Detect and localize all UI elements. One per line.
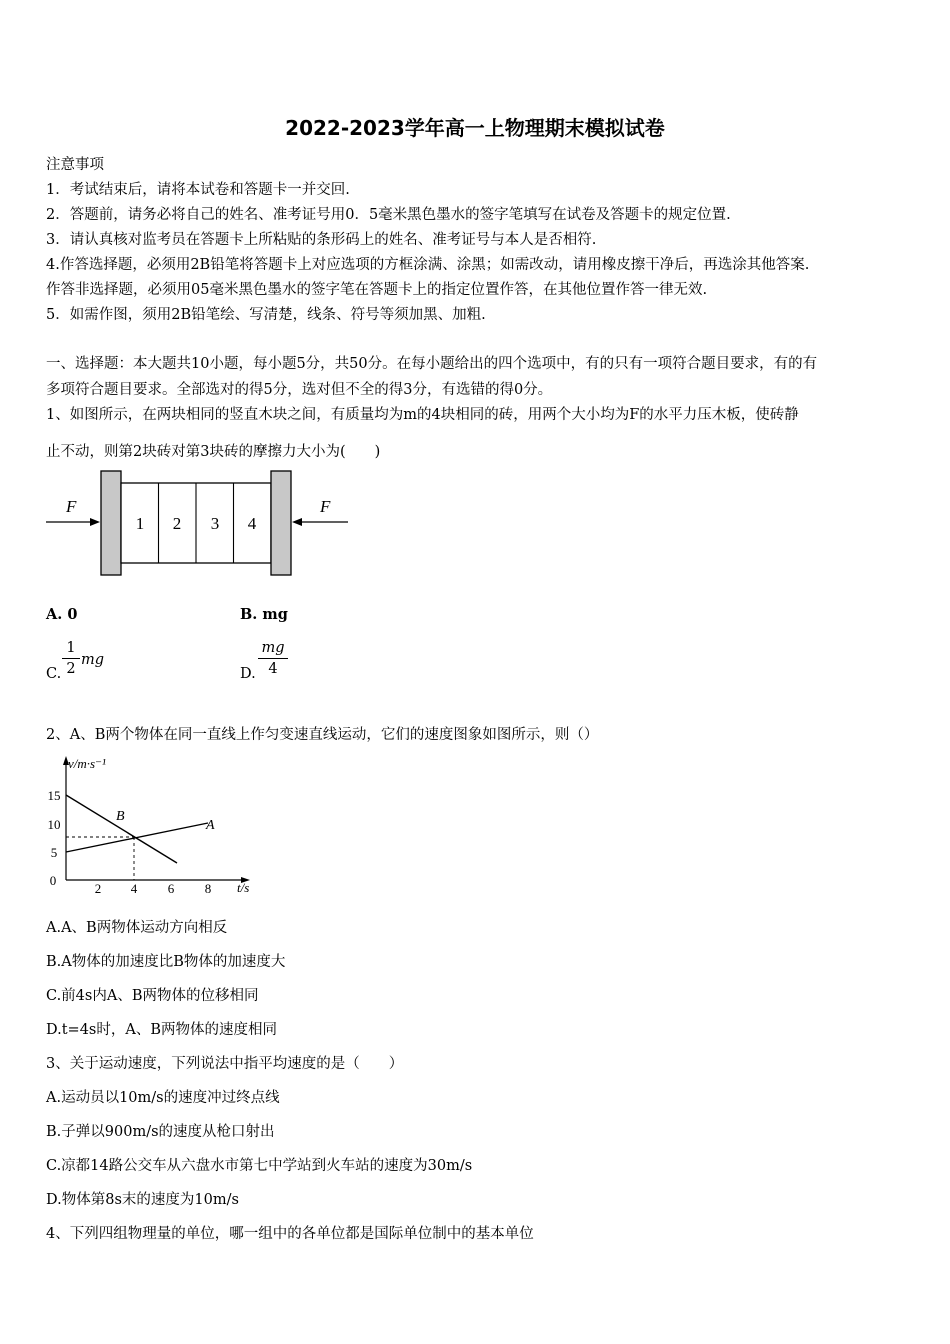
notes-item: 作答非选择题，必须用05毫米黑色墨水的签字笔在答题卡上的指定位置作答，在其他位置作答一律无效. [46,282,708,298]
q3-option-a: A.运动员以10m/s的速度冲过终点线 [46,1090,280,1106]
label-a: A [206,818,215,833]
notes-heading: 注意事项 [46,157,104,173]
q2-stem: 2、A、B两个物体在同一直线上作匀变速直线运动，它们的速度图象如图所示，则（） [46,727,599,743]
x-tick-4: 4 [130,881,138,896]
q1-option-c-prefix: C. [46,666,62,682]
brick-2-label: 2 [172,514,182,533]
page-title: 2022-2023学年高一上物理期末模拟试卷 [285,116,665,140]
y-axis-label: v/m·s⁻¹ [68,756,106,771]
x-axis-label: t/s [237,880,250,895]
notes-item: 2．答题前，请务必将自己的姓名、准考证号用0．5毫米黑色墨水的签字笔填写在试卷及答题卡的规定位置. [46,207,731,223]
q1-option-b: B. mg [240,606,288,623]
q2-velocity-graph [44,752,264,897]
origin-label: 0 [49,873,57,888]
line-a [66,823,208,852]
q1-bricks-figure [44,468,354,580]
right-board [271,471,291,575]
q3-option-d: D.物体第8s末的速度为10m/s [46,1192,239,1208]
q3-option-b: B.子弹以900m/s的速度从枪口射出 [46,1124,275,1140]
notes-item: 1．考试结束后，请将本试卷和答题卡一并交回. [46,182,350,198]
force-arrowhead-left [90,518,100,526]
notes-item: 5．如需作图，须用2B铅笔绘、写清楚，线条、符号等须加黑、加粗. [46,307,486,323]
left-board [101,471,121,575]
force-label-left: F [66,497,77,516]
q1-option-d-numerator: mg [261,640,285,656]
force-label-right: F [320,497,331,516]
notes-item: 4.作答选择题，必须用2B铅笔将答题卡上对应选项的方框涂满、涂黑；如需改动，请用橡皮擦干净后，再选涂其他答案. [46,257,810,273]
section-instructions: 一、选择题：本大题共10小题，每小题5分，共50分。在每小题给出的四个选项中，有的只有一项符合题目要求，有的有 [46,356,818,372]
q1-option-d-fraction [258,640,288,677]
q2-option-b: B.A物体的加速度比B物体的加速度大 [46,954,286,970]
x-tick-6: 6 [167,881,175,896]
y-tick-10: 10 [47,817,61,832]
q1-option-c-numerator: 1 [66,640,76,656]
x-tick-2: 2 [94,881,102,896]
label-b: B [116,809,125,824]
notes-item: 3．请认真核对监考员在答题卡上所粘贴的条形码上的姓名、准考证号与本人是否相符. [46,232,597,248]
q1-option-c-denominator: 2 [66,661,76,677]
line-b [66,795,177,863]
q1-option-c-fraction [62,640,80,677]
q2-option-c: C.前4s内A、B两物体的位移相同 [46,988,259,1004]
x-tick-8: 8 [204,881,212,896]
q1-option-d-denominator: 4 [268,661,278,677]
brick-1-label: 1 [135,514,145,533]
q1-option-a: A. 0 [46,606,78,623]
q4-stem: 4、下列四组物理量的单位，哪一组中的各单位都是国际单位制中的基本单位 [46,1226,534,1242]
q2-option-a: A.A、B两物体运动方向相反 [46,920,228,936]
y-tick-15: 15 [47,788,61,803]
q1-stem: 1、如图所示，在两块相同的竖直木块之间，有质量均为m的4块相同的砖，用两个大小均为F的水平力压木板，使砖静 [46,407,799,423]
q1-option-d-prefix: D. [240,666,256,682]
brick-3-label: 3 [210,514,220,533]
q2-option-d: D.t=4s时，A、B两物体的速度相同 [46,1022,277,1038]
q1-option-c-mg: mg [81,652,105,668]
section-instructions-cont: 多项符合题目要求。全部选对的得5分，选对但不全的得3分，有选错的得0分。 [46,382,553,398]
brick-4-label: 4 [247,514,257,533]
q3-stem: 3、关于运动速度，下列说法中指平均速度的是（ ） [46,1056,404,1072]
q3-option-c: C.凉都14路公交车从六盘水市第七中学站到火车站的速度为30m/s [46,1158,473,1174]
q1-stem-cont: 止不动，则第2块砖对第3块砖的摩擦力大小为( ) [46,444,381,460]
y-tick-5: 5 [50,845,58,860]
